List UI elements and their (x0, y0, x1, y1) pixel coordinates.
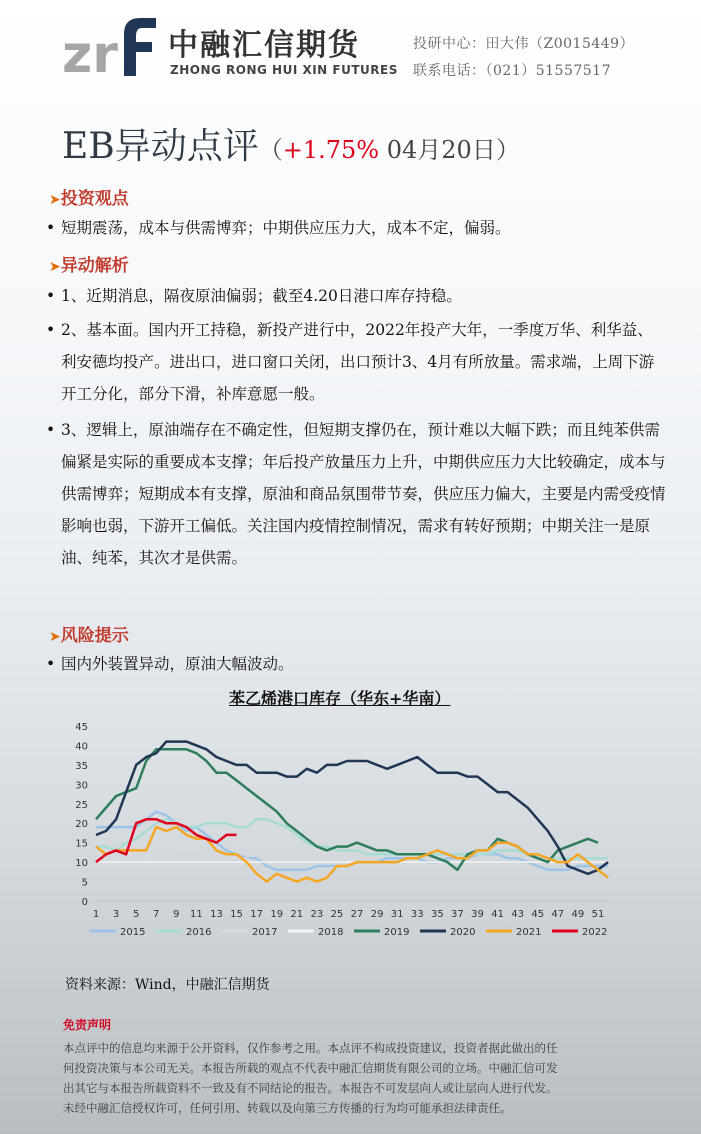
y-tick-label: 35 (75, 760, 88, 772)
bullet-icon: • (46, 287, 56, 305)
y-tick-label: 45 (75, 722, 88, 733)
x-tick-label: 19 (270, 909, 284, 920)
x-tick-label: 37 (451, 909, 464, 920)
y-tick-label: 15 (75, 838, 88, 850)
view-item (46, 212, 666, 244)
phone-contact: 联系电话：（021）51557517 (413, 63, 611, 79)
page-title (62, 118, 520, 169)
bullet-icon: • (46, 655, 56, 673)
series-line-2015 (96, 812, 608, 870)
section-heading-risk-text: 风险提示 (60, 626, 129, 646)
x-tick-label: 31 (390, 909, 404, 920)
disclaimer-line: 出其它与本报告所载资料不一致及有不同结论的报告。本报告不可发层向人或让层向人进行代发。 (63, 1081, 558, 1095)
legend-label-2019: 2019 (384, 927, 410, 938)
data-source: 资料来源：Wind，中融汇信期货 (65, 977, 270, 993)
disclaimer-body (63, 1038, 653, 1118)
x-tick-label: 27 (350, 909, 364, 920)
y-tick-label: 20 (75, 819, 88, 831)
x-tick-label: 35 (430, 909, 444, 920)
x-tick-label: 11 (190, 909, 203, 920)
analysis-item-3 (46, 414, 666, 574)
legend-label-2017: 2017 (252, 927, 278, 938)
section-heading-view (49, 184, 129, 209)
section-heading-risk (49, 621, 129, 646)
y-tick-label: 10 (75, 858, 88, 870)
analysis-item-1 (46, 280, 666, 312)
company-name-cn: 中融汇信期货 (168, 28, 360, 63)
title-main: EB异动点评 (62, 126, 259, 167)
arrow-icon: ➤ (49, 629, 61, 645)
disclaimer-line: 本点评中的信息均来源于公开资料，仅作参考之用。本点评不构成投资建议，投资者据此做出的任 (63, 1041, 558, 1055)
x-tick-label: 25 (330, 909, 344, 920)
legend-label-2021: 2021 (516, 927, 542, 938)
arrow-icon: ➤ (49, 259, 61, 275)
x-tick-label: 47 (551, 909, 565, 920)
x-tick-label: 1 (92, 909, 100, 920)
legend-label-2020: 2020 (450, 927, 476, 938)
analysis-item-2 (46, 314, 666, 410)
y-tick-label: 0 (81, 897, 88, 908)
chart-title: 苯乙烯港口库存（华东+华南） (229, 689, 451, 708)
legend-label-2015: 2015 (120, 927, 146, 938)
analysis-item-text: 1、近期消息，隔夜原油偏弱；截至4.20日港口库存持稳。 (61, 287, 462, 305)
company-name-en: ZHONG RONG HUI XIN FUTURES (170, 63, 398, 77)
bullet-icon: • (46, 421, 56, 439)
x-tick-label: 39 (471, 909, 484, 920)
section-heading-analysis-text: 异动解析 (60, 256, 129, 276)
y-tick-label: 5 (81, 877, 88, 889)
x-tick-label: 23 (310, 909, 324, 920)
x-tick-label: 17 (250, 909, 263, 920)
disclaimer-line: 何投资决策与本公司无关。本报告所载的观点不代表中融汇信期货有限公司的立场。中融汇信可发 (63, 1061, 558, 1075)
section-heading-analysis (49, 251, 129, 276)
x-tick-label: 49 (571, 909, 585, 920)
y-tick-label: 40 (75, 741, 88, 753)
view-item-text: 短期震荡，成本与供需博弈；中期供应压力大，成本不定，偏弱。 (61, 219, 511, 237)
report-date: 04月20日 (379, 136, 496, 164)
inventory-line-chart (60, 712, 640, 952)
analysis-item-text: 2、基本面。国内开工持稳，新投产进行中，2022年投产大年，一季度万华、利华益、利安德均投产。进出口，进口窗口关闭，出口预计3、4月有所放量。需求端，上周下游开工分化，部分下滑，补库意愿一般。 (61, 321, 655, 403)
series-line-2021 (96, 827, 608, 882)
title-paren-close: ） (495, 136, 520, 164)
svg-text:zr: zr (62, 25, 118, 80)
x-tick-label: 33 (410, 909, 424, 920)
legend-label-2016: 2016 (186, 927, 212, 938)
x-tick-label: 3 (112, 909, 120, 920)
bullet-icon: • (46, 219, 56, 237)
y-tick-label: 30 (75, 780, 88, 792)
x-tick-label: 41 (491, 909, 504, 920)
x-tick-label: 21 (290, 909, 304, 920)
risk-item-text: 国内外装置异动，原油大幅波动。 (61, 655, 294, 673)
x-tick-label: 7 (153, 909, 160, 920)
price-change: +1.75% (282, 136, 380, 164)
x-tick-label: 5 (132, 909, 140, 920)
bullet-icon: • (46, 321, 56, 339)
y-tick-label: 25 (75, 799, 88, 811)
x-tick-label: 51 (591, 909, 605, 920)
legend-label-2018: 2018 (318, 927, 344, 938)
arrow-icon: ➤ (49, 192, 61, 208)
analysis-item-text: 3、逻辑上，原油端存在不确定性，但短期支撑仍在，预计难以大幅下跌；而且纯苯供需偏紧是实际的重要成本支撑；年后投产放量压力上升，中期供应压力大比较确定，成本与供需博弈；短期成本有支撑，原油和商品氛围带节奏，供应压力偏大，主要是内需受疫情影响也弱，下游开工偏低。关注国内疫情控制情况，需求有转好预期；中期关注一是原油、纯苯，其次才是供需。 (61, 421, 666, 567)
risk-item (46, 648, 666, 680)
section-heading-view-text: 投资观点 (60, 189, 129, 209)
x-tick-label: 29 (370, 909, 384, 920)
legend-label-2022: 2022 (582, 927, 608, 938)
x-tick-label: 43 (511, 909, 525, 920)
analyst-contact: 投研中心：田大伟（Z0015449） (413, 36, 635, 52)
disclaimer-title: 免责声明 (63, 1018, 112, 1032)
x-tick-label: 13 (210, 909, 223, 920)
company-logo-mark (62, 12, 158, 80)
x-tick-label: 15 (230, 909, 243, 920)
x-tick-label: 9 (173, 909, 180, 920)
title-paren-open: （ (258, 136, 283, 164)
disclaimer-line: 未经中融汇信授权许可，任何引用、转载以及向第三方传播的行为均可能承担法律责任。 (63, 1101, 512, 1115)
x-tick-label: 45 (531, 909, 545, 920)
